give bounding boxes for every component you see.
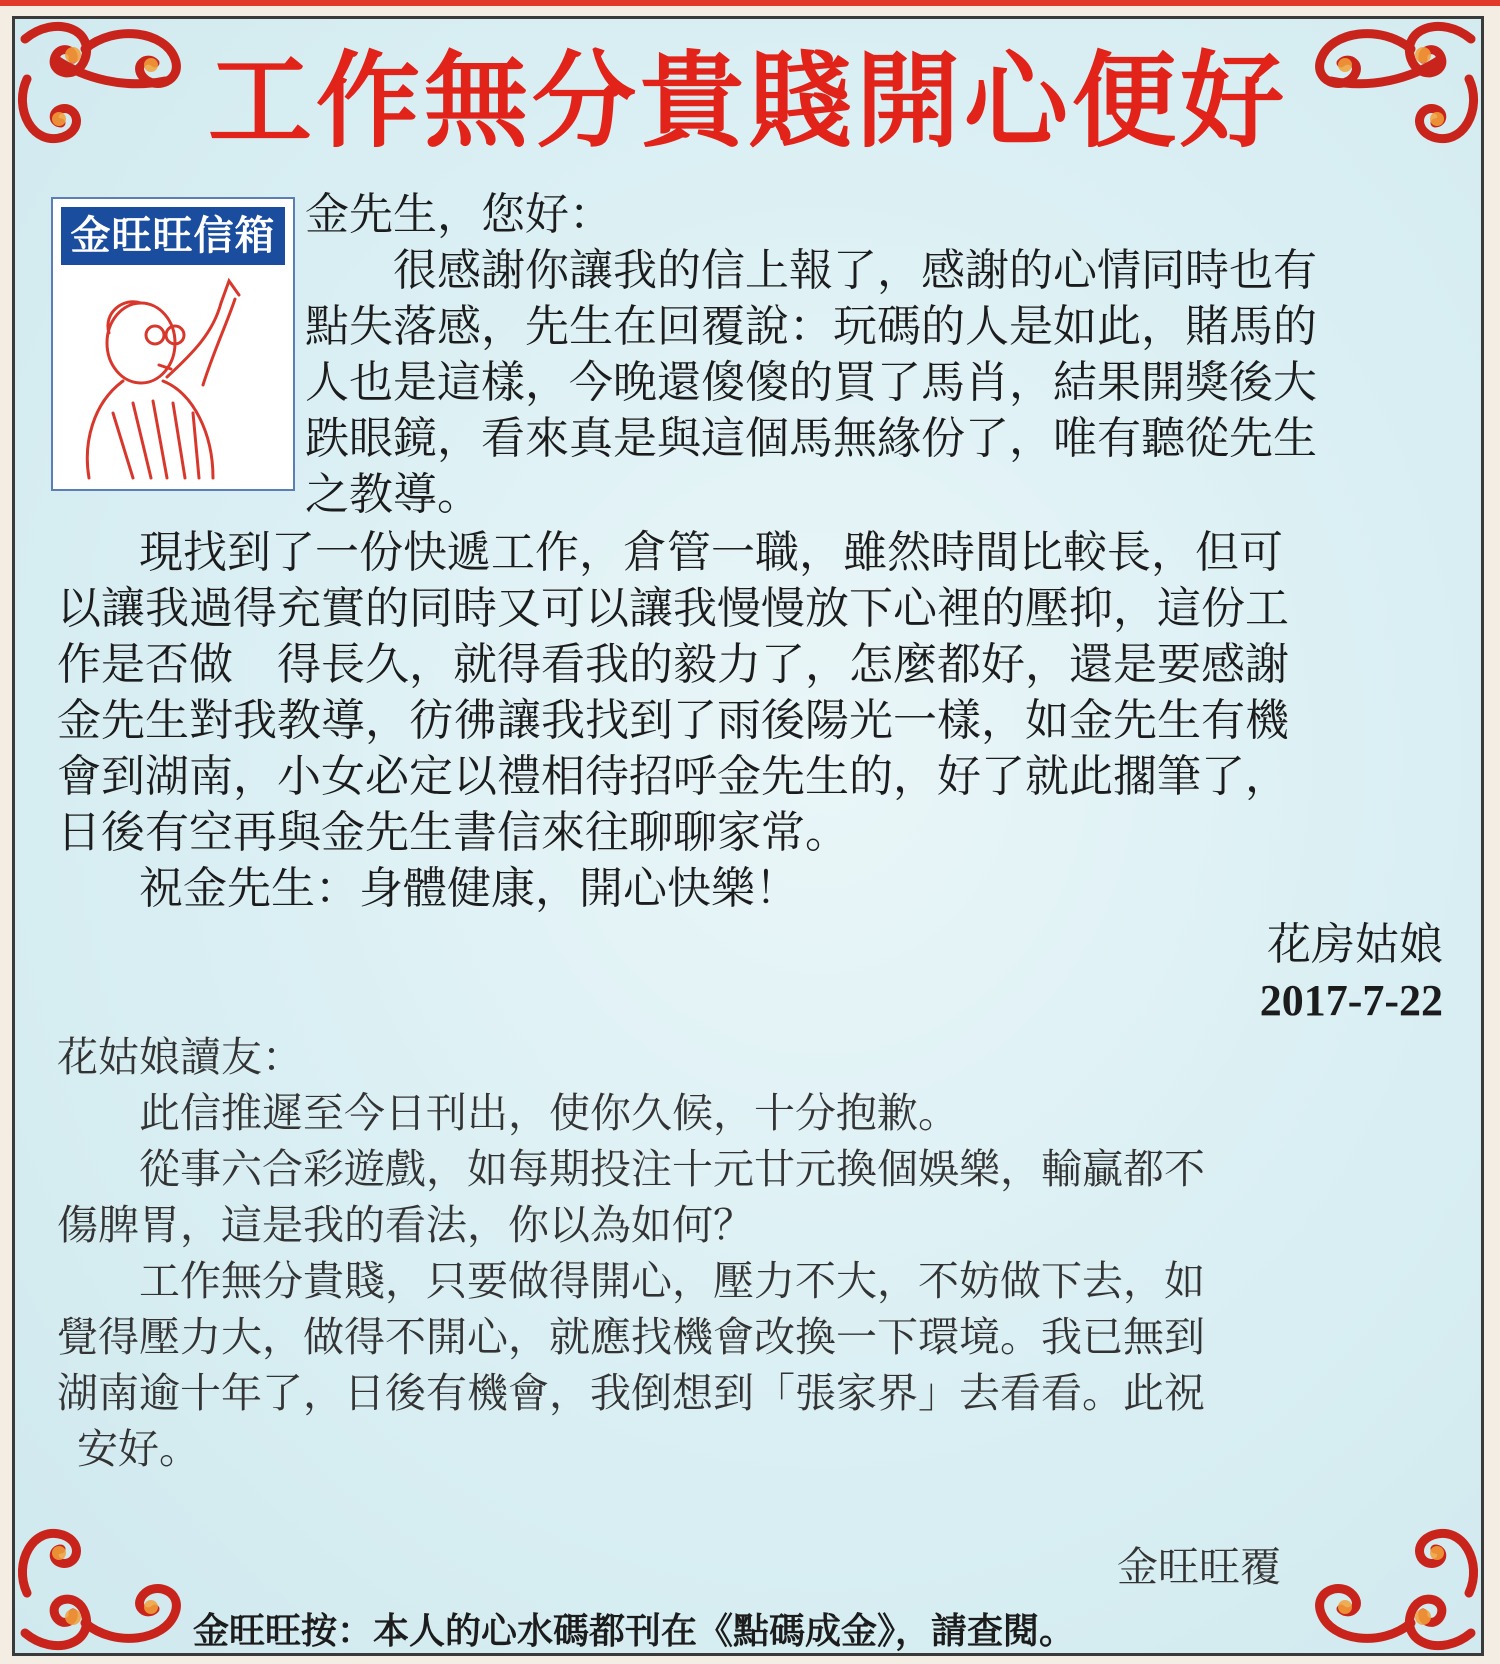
reply-line: 工作無分貴賤，只要做得開心，壓力不大，不妨做下去，如 bbox=[139, 1257, 1205, 1305]
editor-footnote: 金旺旺按：本人的心水碼都刊在《點碼成金》，請查閱。 bbox=[193, 1611, 1076, 1652]
letter-line: 金先生對我教導，彷彿讓我找到了雨後陽光一樣，如金先生有機 bbox=[57, 695, 1289, 746]
reply-line: 湖南逾十年了，日後有機會，我倒想到「張家界」去看看。此祝 bbox=[57, 1369, 1205, 1417]
letter-date: 2017-7-22 bbox=[1259, 976, 1443, 1025]
reply-line: 安好。 bbox=[77, 1425, 200, 1473]
letter-signature: 花房姑娘 bbox=[1267, 919, 1443, 970]
letter-line: 人也是這樣，今晚還傻傻的買了馬肖，結果開獎後大 bbox=[305, 357, 1317, 408]
reply-line: 此信推遲至今日刊出，使你久候，十分抱歉。 bbox=[139, 1089, 959, 1137]
reply-greeting: 花姑娘讀友： bbox=[57, 1033, 303, 1081]
letter-line: 日後有空再與金先生書信來往聊聊家常。 bbox=[57, 807, 849, 858]
letter-line: 跌眼鏡，看來真是與這個馬無緣份了，唯有聽從先生 bbox=[305, 413, 1317, 464]
letter-line: 現找到了一份快遞工作，倉管一職，雖然時間比較長，但可 bbox=[139, 527, 1283, 578]
top-red-rule bbox=[0, 0, 1500, 6]
cloud-ornament-bottom-left bbox=[15, 1503, 205, 1653]
headline: 工作無分貴賤開心便好 bbox=[207, 40, 1288, 162]
reply-line: 覺得壓力大，做得不開心，就應找機會改換一下環境。我已無到 bbox=[57, 1313, 1205, 1361]
reply-signature: 金旺旺覆 bbox=[1117, 1543, 1281, 1591]
letter-line: 會到湖南，小女必定以禮相待招呼金先生的，好了就此擱筆了， bbox=[57, 751, 1289, 802]
letter-line: 很感謝你讓我的信上報了，感謝的心情同時也有 bbox=[393, 245, 1317, 296]
letter-line: 以讓我過得充實的同時又可以讓我慢慢放下心裡的壓抑，這份工 bbox=[57, 583, 1289, 634]
reply-line: 從事六合彩遊戲，如每期投注十元廿元換個娛樂，輸贏都不 bbox=[139, 1145, 1205, 1193]
letter-closing: 祝金先生：身體健康，開心快樂！ bbox=[139, 863, 799, 914]
pointing-man-illustration bbox=[63, 273, 285, 483]
letter-panel bbox=[12, 16, 1484, 1656]
cloud-ornament-bottom-right bbox=[1291, 1503, 1481, 1653]
reply-line: 傷脾胃，這是我的看法，你以為如何？ bbox=[57, 1201, 754, 1249]
letter-line: 作是否做 得長久，就得看我的毅力了，怎麼都好，還是要感謝 bbox=[57, 639, 1289, 690]
letter-line: 點失落感，先生在回覆說：玩碼的人是如此，賭馬的 bbox=[305, 301, 1317, 352]
letter-line: 之教導。 bbox=[305, 469, 481, 520]
column-label: 金旺旺信箱 bbox=[61, 207, 285, 265]
column-logo bbox=[51, 197, 295, 491]
letter-greeting: 金先生，您好： bbox=[305, 189, 613, 240]
